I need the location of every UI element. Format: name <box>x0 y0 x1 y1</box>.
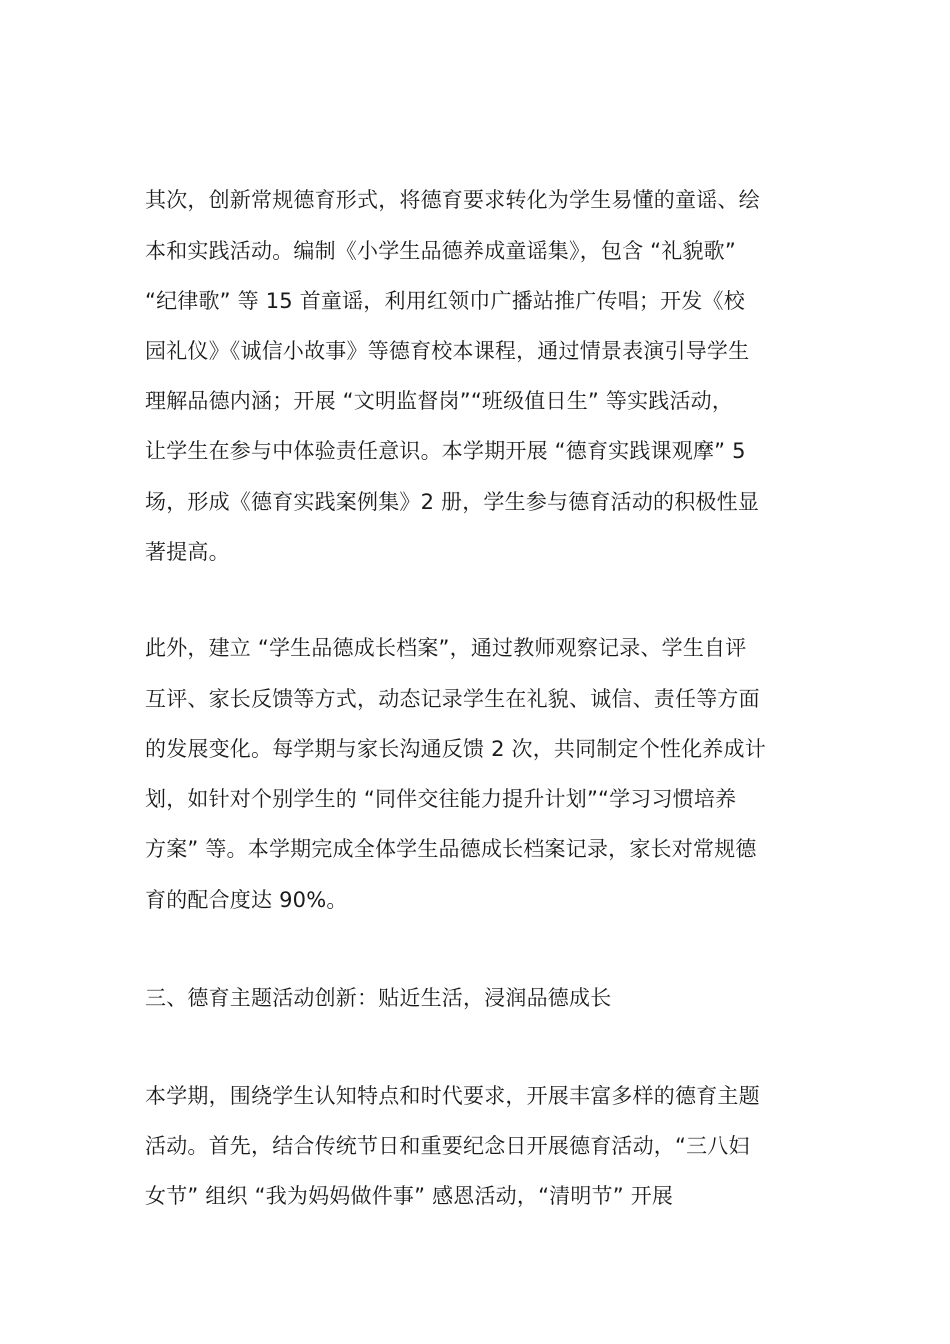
text-line: 园礼仪》《诚信小故事》等德育校本课程，通过情景表演引导学生 <box>145 339 750 363</box>
text-line: 理解品德内涵；开展 “文明监督岗”“班级值日生” 等实践活动， <box>145 389 734 413</box>
text-line: 女节” 组织 “我为妈妈做件事” 感恩活动，“清明节” 开展 <box>145 1184 674 1208</box>
text-line: 此外，建立 “学生品德成长档案”，通过教师观察记录、学生自评 <box>145 636 747 660</box>
heading-line: 三、德育主题活动创新：贴近生活，浸润品德成长 <box>145 986 612 1010</box>
text-line: 划，如针对个别学生的 “同伴交往能力提升计划”“学习习惯培养 <box>145 787 737 811</box>
text-line: 方案” 等。本学期完成全体学生品德成长档案记录，家长对常规德 <box>145 837 757 861</box>
text-line: 互评、家长反馈等方式，动态记录学生在礼貌、诚信、责任等方面 <box>145 687 760 711</box>
text-line: 场，形成《德育实践案例集》2 册，学生参与德育活动的积极性显 <box>145 490 760 514</box>
text-line: 让学生在参与中体验责任意识。本学期开展 “德育实践课观摩” 5 <box>145 439 746 463</box>
text-line: 育的配合度达 90%。 <box>145 888 348 912</box>
text-line: 活动。首先，结合传统节日和重要纪念日开展德育活动，“三八妇 <box>145 1134 750 1158</box>
text-line: 本和实践活动。编制《小学生品德养成童谣集》，包含 “礼貌歌” <box>145 239 736 263</box>
text-line: 其次，创新常规德育形式，将德育要求转化为学生易懂的童谣、绘 <box>145 188 760 212</box>
text-line: 的发展变化。每学期与家长沟通反馈 2 次，共同制定个性化养成计 <box>145 737 766 761</box>
text-line: 本学期，围绕学生认知特点和时代要求，开展丰富多样的德育主题 <box>145 1084 760 1108</box>
text-line: “纪律歌” 等 15 首童谣，利用红领巾广播站推广传唱；开发《校 <box>145 289 745 313</box>
text-line: 著提高。 <box>145 540 230 564</box>
